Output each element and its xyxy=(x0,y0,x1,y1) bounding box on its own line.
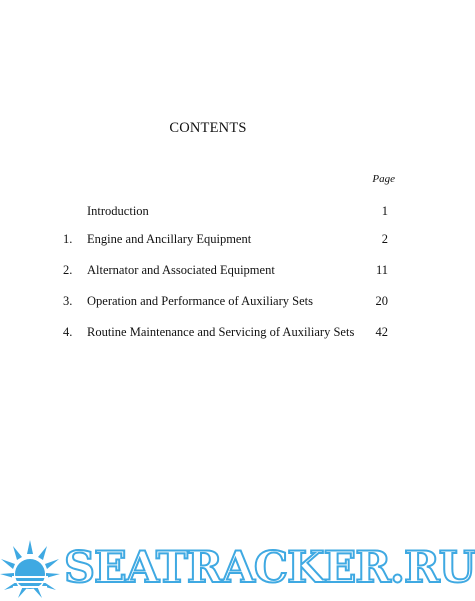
watermark xyxy=(0,539,475,601)
toc-entry-number: 2. xyxy=(63,263,73,277)
toc-entry xyxy=(0,232,416,250)
toc-entry xyxy=(0,325,416,343)
toc-entry-title: Introduction xyxy=(87,204,149,218)
toc-entry-number: 3. xyxy=(63,294,73,308)
toc-entry-page: 1 xyxy=(381,204,388,218)
toc-entry-title: Alternator and Associated Equipment xyxy=(87,263,275,277)
toc-entry-page: 20 xyxy=(375,294,388,308)
toc-entry xyxy=(0,263,416,281)
page-title: CONTENTS xyxy=(169,120,247,136)
sun-icon xyxy=(0,540,64,600)
toc-entry xyxy=(0,294,416,312)
toc-entry-title: Operation and Performance of Auxiliary Sets xyxy=(87,294,313,308)
watermark-text: SEATRACKER.RU xyxy=(64,543,475,593)
toc-entry-number: 4. xyxy=(63,325,73,339)
toc-entry-page: 42 xyxy=(375,325,388,339)
page-column-header: Page xyxy=(372,173,395,185)
toc-entry xyxy=(0,204,416,222)
toc-entry-page: 11 xyxy=(375,263,388,277)
toc-entry-title: Routine Maintenance and Servicing of Auxiliary Sets xyxy=(87,325,355,339)
toc-entry-title: Engine and Ancillary Equipment xyxy=(87,232,252,246)
toc-entry-page: 2 xyxy=(381,232,388,246)
toc-entry-number: 1. xyxy=(63,232,73,246)
